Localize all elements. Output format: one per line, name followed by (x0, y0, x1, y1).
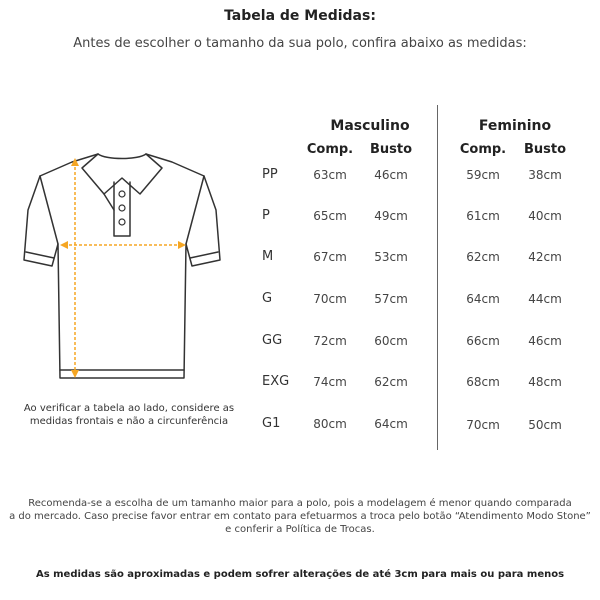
cell-m-comp: 80cm (313, 417, 347, 431)
size-label: P (262, 208, 270, 223)
recommendation-line2: a do mercado. Caso precise favor entrar em contato para efetuarmos a troca pelo botão “Atendimento Modo Stone” (9, 511, 591, 522)
cell-f-busto: 38cm (528, 168, 562, 182)
col-header-f-comp: Comp. (459, 142, 507, 157)
size-label: M (262, 249, 274, 264)
cell-m-busto: 49cm (374, 209, 408, 223)
col-header-m-comp: Comp. (306, 142, 354, 157)
cell-f-comp: 62cm (466, 250, 500, 264)
cell-f-busto: 50cm (528, 418, 562, 432)
col-header-f-busto: Busto (523, 142, 567, 157)
polo-shirt-icon (20, 148, 230, 388)
cell-f-comp: 70cm (466, 418, 500, 432)
page-subtitle: Antes de escolher o tamanho da sua polo, confira abaixo as medidas: (73, 36, 527, 51)
recommendation-note (0, 497, 600, 536)
cell-f-busto: 46cm (528, 334, 562, 348)
size-label: G (262, 291, 273, 306)
cell-m-busto: 60cm (374, 334, 408, 348)
cell-f-busto: 40cm (528, 209, 562, 223)
cell-f-comp: 66cm (466, 334, 500, 348)
cell-f-comp: 59cm (466, 168, 500, 182)
cell-m-comp: 63cm (313, 168, 347, 182)
cell-m-comp: 72cm (313, 334, 347, 348)
group-masculino: Masculino (330, 118, 410, 134)
cell-m-busto: 64cm (374, 417, 408, 431)
cell-m-comp: 67cm (313, 250, 347, 264)
recommendation-line3: e conferir a Política de Trocas. (225, 524, 375, 535)
cell-f-comp: 64cm (466, 292, 500, 306)
group-feminino: Feminino (478, 118, 552, 134)
size-label: G1 (262, 416, 281, 431)
size-label: EXG (262, 374, 290, 389)
size-label: PP (262, 167, 278, 182)
table-divider (437, 105, 438, 450)
cell-f-comp: 68cm (466, 375, 500, 389)
cell-m-comp: 74cm (313, 375, 347, 389)
size-label: GG (262, 333, 283, 348)
cell-f-comp: 61cm (466, 209, 500, 223)
measurement-note-line2: medidas frontais e não a circunferência (29, 416, 229, 427)
measurement-note-line1: Ao verificar a tabela ao lado, considere as (23, 403, 235, 414)
cell-m-comp: 65cm (313, 209, 347, 223)
cell-f-busto: 44cm (528, 292, 562, 306)
cell-m-busto: 46cm (374, 168, 408, 182)
page-title: Tabela de Medidas: (224, 8, 376, 24)
disclaimer: As medidas são aproximadas e podem sofrer alterações de até 3cm para mais ou para menos (35, 569, 565, 580)
recommendation-line1: Recomenda-se a escolha de um tamanho maior para a polo, pois a modelagem é menor quando comparada (28, 498, 572, 509)
cell-m-busto: 53cm (374, 250, 408, 264)
cell-f-busto: 48cm (528, 375, 562, 389)
cell-f-busto: 42cm (528, 250, 562, 264)
cell-m-comp: 70cm (313, 292, 347, 306)
cell-m-busto: 62cm (374, 375, 408, 389)
measurement-note (14, 402, 244, 428)
col-header-m-busto: Busto (369, 142, 413, 157)
cell-m-busto: 57cm (374, 292, 408, 306)
